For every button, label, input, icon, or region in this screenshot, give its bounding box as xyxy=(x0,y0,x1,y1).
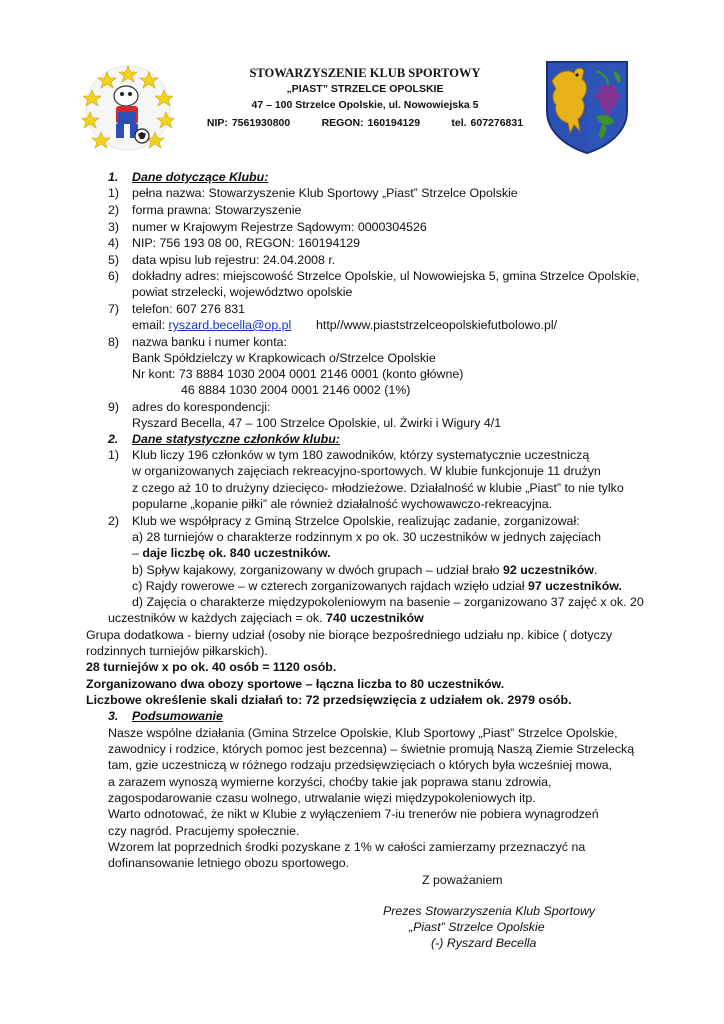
item-nip-regon: NIP: 756 193 08 00, REGON: 160194129 xyxy=(132,236,361,250)
stats-line: popularne „kopanie piłki” ale również działalność wychowawczo-rekreacyjna. xyxy=(132,497,553,511)
item-num: 1) xyxy=(108,448,120,462)
phone: tel. 607276831 xyxy=(451,117,524,129)
bank-label: nazwa banku i numer konta: xyxy=(132,335,287,349)
correspondence-label: adres do korespondencji: xyxy=(132,400,271,414)
regon: REGON: 160194129 xyxy=(321,117,421,129)
item-address-cont: powiat strzelecki, województwo opolskie xyxy=(132,285,353,299)
nip: NIP: 7561930800 xyxy=(206,117,291,129)
activity-a: a) 28 turniejów o charakterze rodzinnym x po ok. 30 uczestników w jednych zajęciach xyxy=(132,530,602,544)
email-line xyxy=(132,317,291,333)
summary-line: czy nagród. Pracujemy społecznie. xyxy=(108,824,300,838)
item-full-name: pełna nazwa: Stowarzyszenie Klub Sportowy „Piast” Strzelce Opolskie xyxy=(132,186,518,200)
coat-of-arms xyxy=(544,59,630,155)
extra-group-line: Grupa dodatkowa - bierny udział (osoby nie biorące bezpośredniego udziału np. kibice ( dotyczy xyxy=(86,628,613,642)
summary-tournaments: 28 turniejów x po ok. 40 osób = 1120 osób. xyxy=(86,660,337,674)
item-phone: telefon: 607 276 831 xyxy=(132,302,245,316)
activity-a-total: daje liczbę ok. 840 uczestników. xyxy=(142,546,331,560)
summary-camps: Zorganizowano dwa obozy sportowe – łączna liczba to 80 uczestników. xyxy=(86,677,505,691)
section1-title: Dane dotyczące Klubu: xyxy=(132,170,269,184)
club-logo xyxy=(82,62,174,154)
summary-line: dofinansowanie letniego obozu sportowego. xyxy=(108,856,350,870)
summary-line: Warto odnotować, że nikt w Klubie z wyłączeniem 7-iu trenerów nie pobiera wynagrodzeń xyxy=(108,807,599,821)
email-label: email: xyxy=(132,318,166,332)
opole-coat-of-arms-icon xyxy=(544,59,630,155)
org-name: STOWARZYSZENIE KLUB SPORTOWY xyxy=(249,66,481,80)
activity-c-total: 97 uczestników. xyxy=(528,579,622,593)
club-name: „PIAST” STRZELCE OPOLSKIE xyxy=(286,83,444,95)
signature-name: (-) Ryszard Becella xyxy=(431,936,537,950)
club-address: 47 – 100 Strzelce Opolskie, ul. Nowowiejska 5 xyxy=(251,99,479,111)
section2-title: Dane statystyczne członków klubu: xyxy=(132,432,340,446)
activity-d-total: 740 uczestników xyxy=(325,611,424,625)
email-link[interactable]: ryszard.becella@op.pl xyxy=(168,318,292,332)
activity-b-end: . xyxy=(593,563,598,577)
item-num: 8) xyxy=(108,335,120,349)
stats-line: w organizowanych zajęciach rekreacyjno-sportowych. W klubie funkcjonuje 11 drużyn xyxy=(132,464,601,478)
activity-a-result xyxy=(132,545,331,561)
summary-line: a zarazem wynoszą wymierne korzyści, choćby takie jak poprawa stanu zdrowia, xyxy=(108,775,552,789)
summary-total: Liczbowe określenie skali działań to: 72 przedsięwzięcia z udziałem ok. 2979 osób. xyxy=(86,693,572,707)
item-num: 5) xyxy=(108,253,120,267)
summary-line: zawodnicy i rodzice, których pomoc jest bezcenna) – świetnie promują Naszą Ziemie Strzelecką xyxy=(108,742,635,756)
activity-d: d) Zajęcia o charakterze międzypokoleniowym na basenie – zorganizowano 37 zajęć x ok. 20 xyxy=(132,595,644,609)
activity-b xyxy=(132,562,597,578)
website-link[interactable]: http//www.piaststrzelceopolskiefutbolowo.pl/ xyxy=(316,318,558,332)
signature-title: Prezes Stowarzyszenia Klub Sportowy xyxy=(383,904,596,918)
item-num: 2) xyxy=(108,514,120,528)
item-num: 7) xyxy=(108,302,120,316)
item-krs: numer w Krajowym Rejestrze Sądowym: 0000304526 xyxy=(132,220,427,234)
summary-line: Nasze wspólne działania (Gmina Strzelce Opolskie, Klub Sportowy „Piast” Strzelce Opolskie, xyxy=(108,726,618,740)
item-registration-date: data wpisu lub rejestru: 24.04.2008 r. xyxy=(132,253,336,267)
greeting: Z poważaniem xyxy=(422,873,503,887)
bank-account-1percent: 46 8884 1030 2004 0001 2146 0002 (1%) xyxy=(181,383,411,397)
correspondence-address: Ryszard Becella, 47 – 100 Strzelce Opolskie, ul. Żwirki i Wigury 4/1 xyxy=(132,416,502,430)
activity-d-text: uczestników w każdych zajęciach = ok. xyxy=(108,611,326,625)
item-num: 6) xyxy=(108,269,120,283)
section1-number: 1. xyxy=(108,170,119,184)
item-num: 1) xyxy=(108,186,120,200)
stats-line: Klub liczy 196 członków w tym 180 zawodników, którzy systematycznie uczestniczą xyxy=(132,448,590,462)
summary-line: zagospodarowanie czasu wolnego, utrwalanie więzi międzypokoleniowych itp. xyxy=(108,791,536,805)
summary-line: Wzorem lat poprzednich środki pozyskane z 1% w całości zamierzamy przeznaczyć na xyxy=(108,840,586,854)
activity-b-total: 92 uczestników xyxy=(503,563,594,577)
stats-line: z czego aż 10 to drużyny dziecięco- młodzieżowe. Działalność w klubie „Piast” to nie tylko xyxy=(132,481,624,495)
section3-number: 3. xyxy=(108,709,119,723)
item-num: 3) xyxy=(108,220,120,234)
section2-number: 2. xyxy=(108,432,119,446)
item-address: dokładny adres: miejscowość Strzelce Opolskie, ul Nowowiejska 5, gmina Strzelce Opolskie, xyxy=(132,269,640,283)
section3-title: Podsumowanie xyxy=(132,709,223,723)
extra-group-line: rodzinnych turniejów piłkarskich). xyxy=(86,644,268,658)
item-legal-form: forma prawna: Stowarzyszenie xyxy=(132,203,302,217)
club-emblem-icon xyxy=(82,62,174,154)
summary-line: tam, gzie uczestniczą w różnego rodzaju przedsięwzięciach o których była wcześniej mowa, xyxy=(108,758,613,772)
activity-b-text: b) Spływ kajakowy, zorganizowany w dwóch grupach – udział brało xyxy=(132,563,503,577)
item-num: 2) xyxy=(108,203,120,217)
registration-line xyxy=(190,117,540,129)
cooperation-line: Klub we współpracy z Gminą Strzelce Opolskie, realizując zadanie, zorganizował: xyxy=(132,514,580,528)
bank-account-main: Nr kont: 73 8884 1030 2004 0001 2146 0001 (konto główne) xyxy=(132,367,464,381)
dash: – xyxy=(132,546,143,560)
item-num: 9) xyxy=(108,400,120,414)
activity-d-result xyxy=(108,610,424,626)
bank-name: Bank Spółdzielczy w Krapkowicach o/Strzelce Opolskie xyxy=(132,351,436,365)
activity-c-text: c) Rajdy rowerowe – w czterech zorganizowanych rajdach wzięło udział xyxy=(132,579,528,593)
signature-club: „Piast” Strzelce Opolskie xyxy=(409,920,545,934)
item-num: 4) xyxy=(108,236,120,250)
activity-c xyxy=(132,578,622,594)
